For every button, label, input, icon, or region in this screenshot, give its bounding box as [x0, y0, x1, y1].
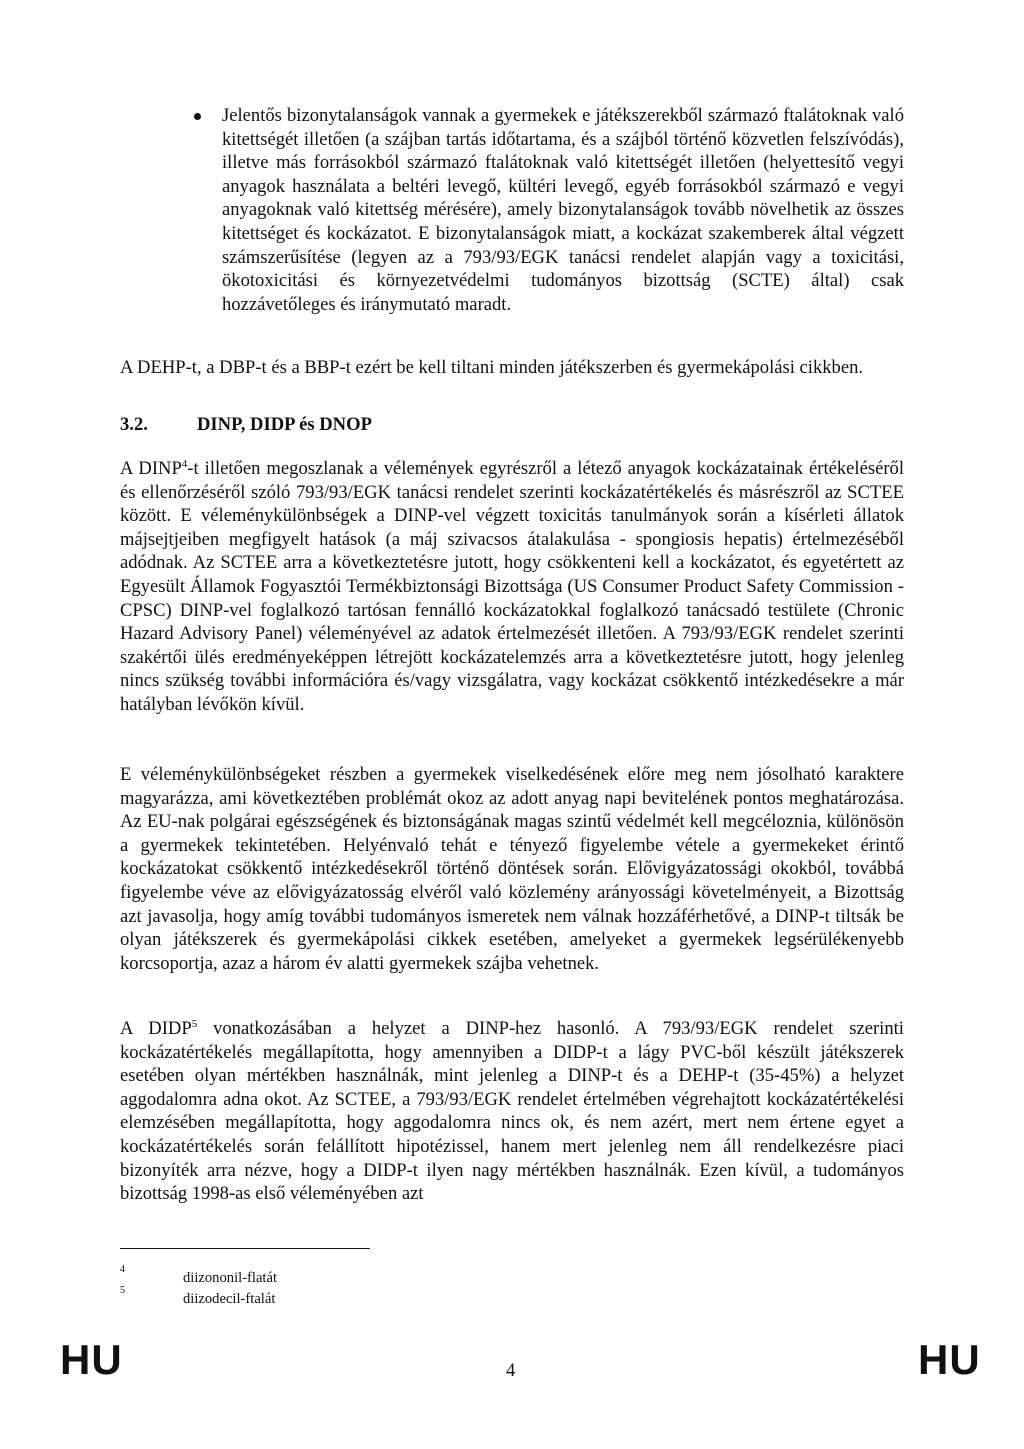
section-number: 3.2. [120, 414, 148, 435]
footnote-text: diizononil-flatát [183, 1270, 278, 1286]
section-title: DINP, DIDP és DNOP [197, 414, 372, 435]
didp-lead: A DIDP [120, 1018, 192, 1039]
footnote-number: 4 [120, 1264, 125, 1275]
dinp-body: -t illetően megoszlanak a vélemények egyrészről a létező anyagok kockázatainak értékeléséről és ellenőrzéséről szóló 793/93/EGK tanácsi rendelet szerinti kockázatértékelés és másrészről az SCTEE között. E véleménykülönbségek a DINP-vel végzett toxicitás tanulmányok során a kísérleti állatok májsejtjeiben megfigyelt hatások (a máj szivacsos átalakulása - spongiosis hepatis) értelmezéséből adódnak. Az SCTEE arra a következtetésre jutott, hogy csökkenteni kell a kockázatot, és egyetértett az Egyesült Államok Fogyasztói Termékbiztonsági Bizottsága (US Consumer Product Safety Commission - CPSC) DINP-vel foglalkozó tartósan fennálló kockázatokkal foglalkozó tanácsadó testülete (Chronic Hazard Advisory Panel) véleményével az adatok értelmezését illetően. A 793/93/EGK rendelet szerinti szakértői ülés eredményeképpen létrejött kockázatelemzés arra a következtetésre jutott, hogy jelenleg nincs szükség további információra és/vagy vizsgálatra, vagy kockázat csökkentő intézkedésekre a már hatályban lévőkön kívül. [120, 458, 904, 715]
dinp-paragraph-2: E véleménykülönbségeket részben a gyermekek viselkedésének előre meg nem jósolható karaktere magyarázza, ami következtében problémát okoz az adott anyag napi bevitelének pontos meghatározása. Az EU-nak polgárai egészségének és biztonságának magas szintű védelmét kell megcéloznia, különösön a gyermekek tekintetében. Helyénvaló tehát e tényező figyelembe vétele a gyermekeket érintő kockázatokat csökkentő intézkedésekről történő döntések során. Elővigyázatossági okokból, továbbá figyelembe véve az elővigyázatosság elvéről való közlemény arányossági követelményeit, a Bizottság azt javasolja, hogy amíg további tudományos ismeretek nem válnak hozzáférhetővé, a DINP-t tiltsák be olyan játékszerek és gyermekápolási cikkek esetében, amelyeket a gyermekek legsérülékenyebb korcsoportja, azaz a három év alatti gyermekek szájba vehetnek. [120, 764, 904, 974]
bullet-point [194, 113, 201, 120]
bullet-paragraph: Jelentős bizonytalanságok vannak a gyermekek e játékszerekből származó ftalátoknak való kitettségét illetően (a szájban tartás időtartama, és a szájból történő közvetlen felszívódás), illetve más forrásokból származó ftalátoknak való kitettségét illetően (helyettesítő vegyi anyagok használata a beltéri levegő, kültéri levegő, egyéb forrásokból származó e vegyi anyagoknak való kitettség mérésére), amely bizonytalanságok tovább növelhetik az összes kitettséget és kockázatot. E bizonytalanságok miatt, a kockázat szakemberek által végzett számszerűsítése (legyen az a 793/93/EGK tanácsi rendelet alapján vagy a toxicitási, ökotoxicitási és környezetvédelmi tudományos bizottság (SCTE) által) csak hozzávetőleges és iránymutató maradt. [222, 105, 904, 315]
language-code-right: HU [918, 1336, 981, 1383]
footnote-ref-5[interactable]: 5 [191, 1018, 198, 1030]
language-code-left: HU [60, 1336, 123, 1383]
dinp-lead: A DINP [120, 458, 182, 479]
footnote-ref-4[interactable]: 4 [181, 458, 188, 470]
didp-body: vonatkozásában a helyzet a DINP-hez hasonló. A 793/93/EGK rendelet szerinti kockázatértékelés megállapította, hogy amennyiben a DIDP-t a lágy PVC-ből készült játékszerek esetében olyan mértékben használnák, mint jelenleg a DINP-t és a DEHP-t (35-45%) a helyzet aggodalomra adna okot. Az SCTEE, a 793/93/EGK rendelet értelmében végrehajtott kockázatértékelési elemzésében megállapította, hogy aggodalomra nincs ok, és nem azért, mert nem értene egyet a kockázatértékelés során felállított hipotézissel, hanem mert jelenleg nem áll rendelkezésre piaci bizonyíték arra nézve, hogy a DIDP-t ilyen nagy mértékben használnák. Ezen kívül, a tudományos bizottság 1998-as első véleményében azt [120, 1018, 904, 1205]
page-number: 4 [506, 1360, 516, 1381]
footnote-text: diizodecil-ftalát [183, 1291, 276, 1307]
dinp-paragraph-1 [120, 457, 904, 717]
didp-paragraph [120, 1017, 904, 1206]
footnote-number: 5 [120, 1285, 125, 1296]
footnote-separator [120, 1248, 370, 1249]
conclusion-paragraph: A DEHP-t, a DBP-t és a BBP-t ezért be kell tiltani minden játékszerben és gyermekápolási cikkben. [120, 357, 864, 378]
